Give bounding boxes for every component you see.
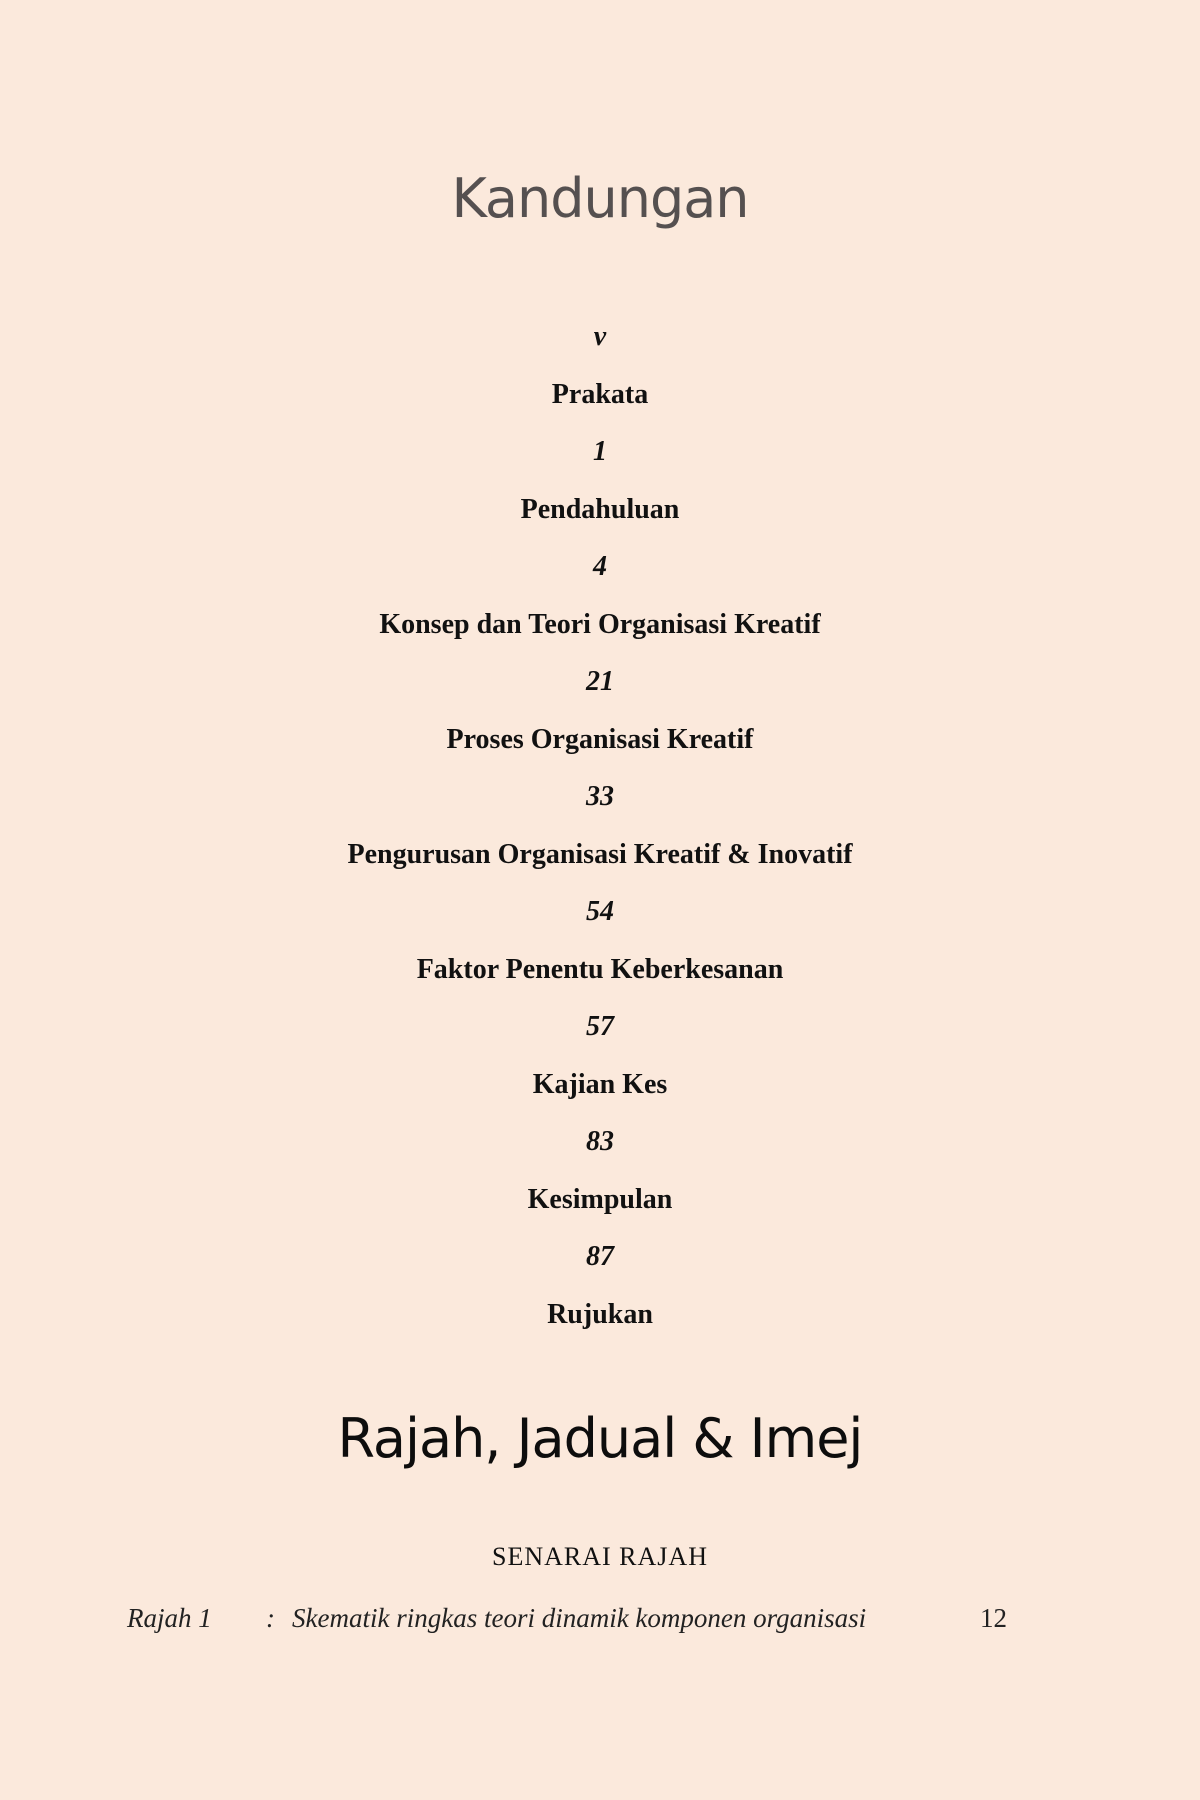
toc-entry-title: Proses Organisasi Kreatif [446, 723, 754, 755]
toc-page-number: 33 [586, 781, 614, 812]
contents-title: Kandungan [451, 167, 749, 230]
toc-page-number: v [593, 321, 607, 352]
figures-section-title: Rajah, Jadual & Imej [337, 1407, 863, 1470]
toc-entry-title: Rujukan [547, 1298, 653, 1330]
figure-list-heading: SENARAI RAJAH [492, 1542, 708, 1571]
toc-page-number: 4 [593, 551, 607, 582]
figure-separator: : [266, 1603, 275, 1633]
toc-page-number: 54 [586, 896, 614, 927]
figure-list-item [0, 1600, 1200, 1636]
contents-list [0, 308, 1200, 1343]
toc-page-number: 21 [586, 666, 614, 697]
toc-entry-title: Konsep dan Teori Organisasi Kreatif [379, 608, 821, 640]
toc-page-number: 57 [586, 1011, 614, 1042]
figure-label: Rajah 1 [127, 1603, 212, 1633]
toc-entry-title: Pengurusan Organisasi Kreatif & Inovatif [347, 838, 853, 870]
toc-page-number: 87 [586, 1241, 614, 1272]
toc-page-number: 1 [593, 436, 607, 467]
toc-entry-title: Kajian Kes [532, 1068, 668, 1100]
figure-description: Skematik ringkas teori dinamik komponen organisasi [292, 1603, 867, 1633]
toc-entry-title: Faktor Penentu Keberkesanan [416, 953, 784, 985]
toc-entry-title: Prakata [551, 378, 649, 410]
toc-page-number: 83 [586, 1126, 614, 1157]
toc-entry-title: Kesimpulan [527, 1183, 673, 1215]
figure-page-number: 12 [980, 1603, 1007, 1633]
toc-entry-title: Pendahuluan [520, 493, 680, 525]
